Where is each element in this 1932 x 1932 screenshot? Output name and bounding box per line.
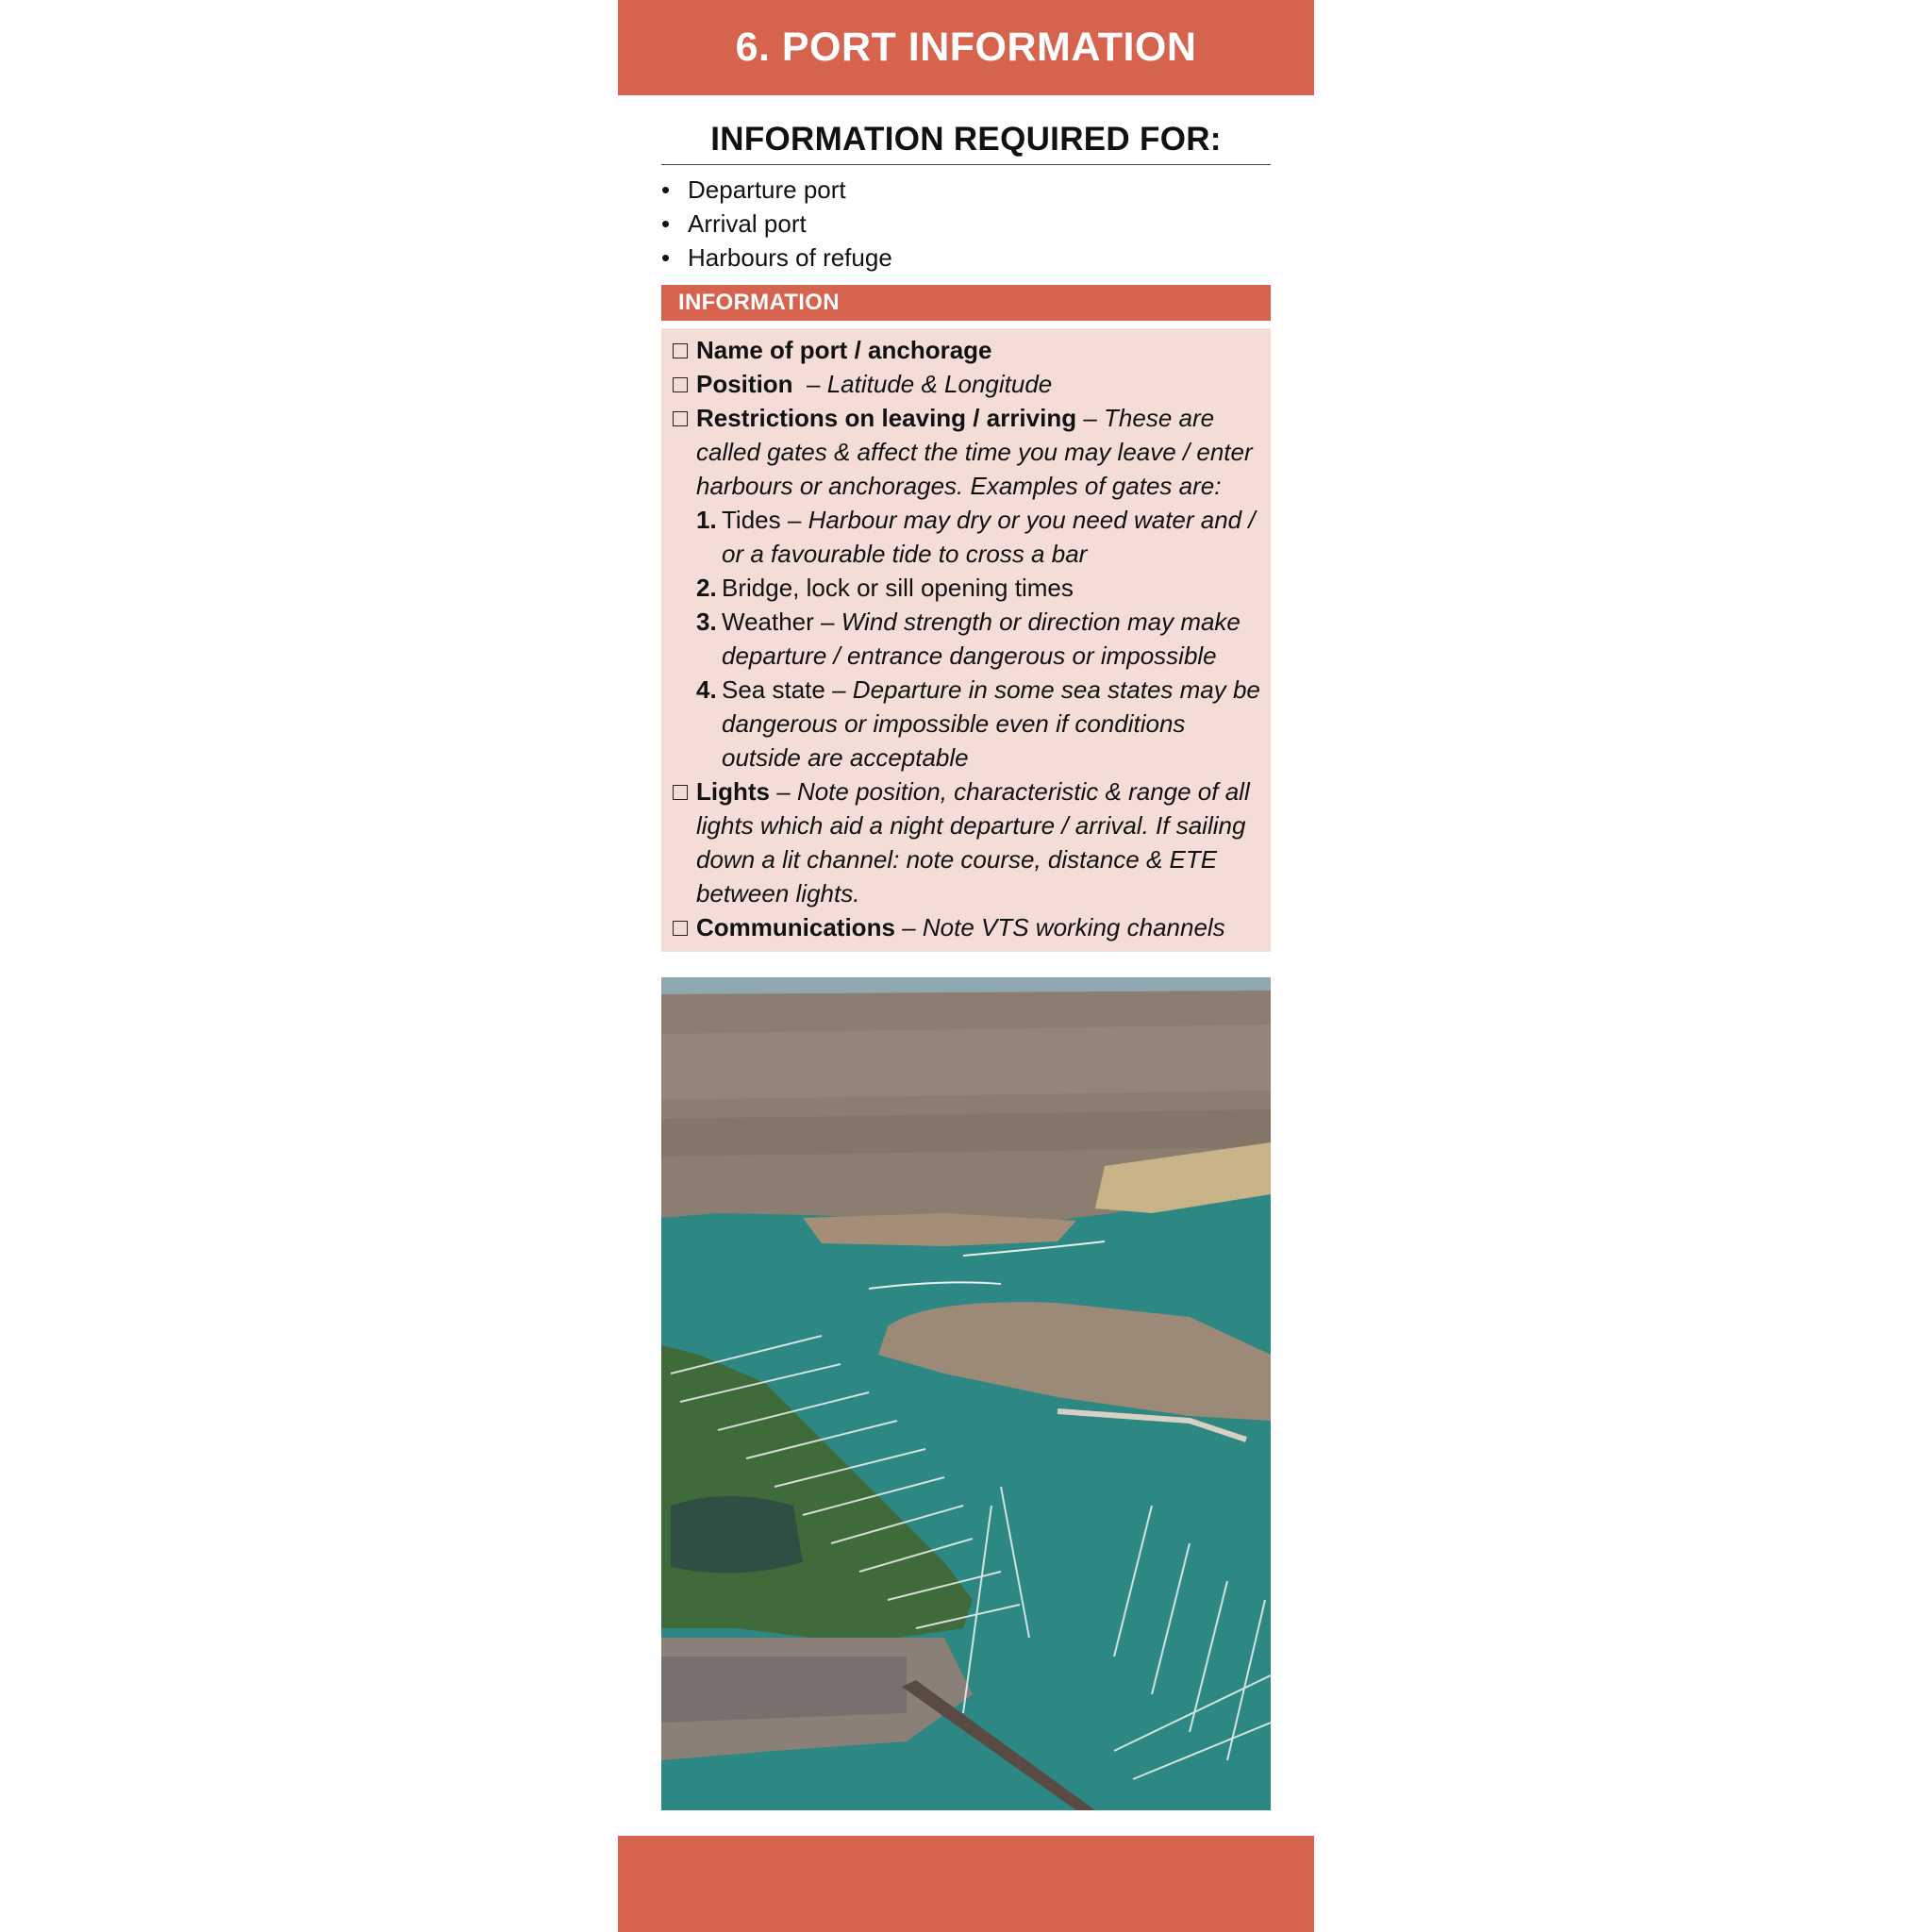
gate-title: Weather	[722, 608, 814, 636]
item-label: Communications	[696, 913, 895, 941]
list-item: • Arrival port	[661, 207, 1271, 241]
page	[618, 0, 1314, 1932]
checklist-item-communications	[671, 910, 1267, 944]
gate-item	[696, 571, 1267, 605]
gate-separator: –	[787, 506, 802, 534]
checklist-item-restrictions	[671, 401, 1267, 774]
checklist-item-lights	[671, 774, 1267, 910]
checklist-item-name	[671, 333, 1267, 367]
checkbox	[673, 343, 688, 358]
gate-title: Bridge, lock or sill opening times	[722, 574, 1074, 602]
checkbox	[673, 921, 688, 936]
gate-item	[696, 503, 1267, 571]
checkbox	[673, 377, 688, 392]
item-description: Latitude & Longitude	[826, 370, 1053, 398]
item-label: Name of port / anchorage	[696, 336, 992, 364]
harbour-illustration	[661, 977, 1271, 1810]
header-bar	[618, 0, 1314, 95]
gate-number: 2.	[696, 574, 717, 602]
list-item: • Departure port	[661, 173, 1271, 207]
required-list	[661, 173, 1271, 275]
gate-title: Sea state	[722, 675, 825, 704]
gate-separator: –	[821, 608, 835, 636]
item-label: Position	[696, 370, 793, 398]
gate-description: Harbour may dry or you need water and / or a favourable tide to cross a bar	[722, 506, 1256, 568]
item-label: Restrictions on leaving / arriving	[696, 404, 1077, 432]
list-item: • Harbours of refuge	[661, 241, 1271, 275]
item-separator: –	[902, 913, 916, 941]
item-separator: –	[776, 777, 791, 806]
checkbox	[673, 785, 688, 800]
gate-number: 4.	[696, 675, 717, 704]
checklist-item-position	[671, 367, 1267, 401]
gate-number: 3.	[696, 608, 717, 636]
content	[661, 95, 1271, 952]
required-heading: INFORMATION REQUIRED FOR:	[661, 121, 1271, 165]
item-label: Lights	[696, 777, 770, 806]
gate-item	[696, 605, 1267, 673]
gate-title: Tides	[722, 506, 781, 534]
item-description: Note position, characteristic & range of all lights which aid a night departure / arrival. If sailing down a lit channel: note course, distance & ETE between lights.	[696, 777, 1250, 908]
item-description: Note VTS working channels	[922, 913, 1225, 941]
item-separator: –	[1083, 404, 1097, 432]
gate-number: 1.	[696, 506, 717, 534]
info-panel	[661, 328, 1271, 952]
footer-bar	[618, 1836, 1314, 1932]
page-title: 6. PORT INFORMATION	[735, 25, 1197, 70]
gate-description: Wind strength or direction may make departure / entrance dangerous or impossible	[722, 608, 1241, 670]
harbour-aerial-photo	[661, 977, 1271, 1810]
item-separator: –	[807, 370, 821, 398]
gate-description: Departure in some sea states may be dangerous or impossible even if conditions outside are acceptable	[722, 675, 1260, 772]
item-description: These are called gates & affect the time you may leave / enter harbours or anchorages. Examples of gates are:	[696, 404, 1253, 500]
checkbox	[673, 411, 688, 426]
info-heading: INFORMATION	[661, 285, 1271, 321]
gate-item	[696, 673, 1267, 774]
gate-separator: –	[832, 675, 846, 704]
